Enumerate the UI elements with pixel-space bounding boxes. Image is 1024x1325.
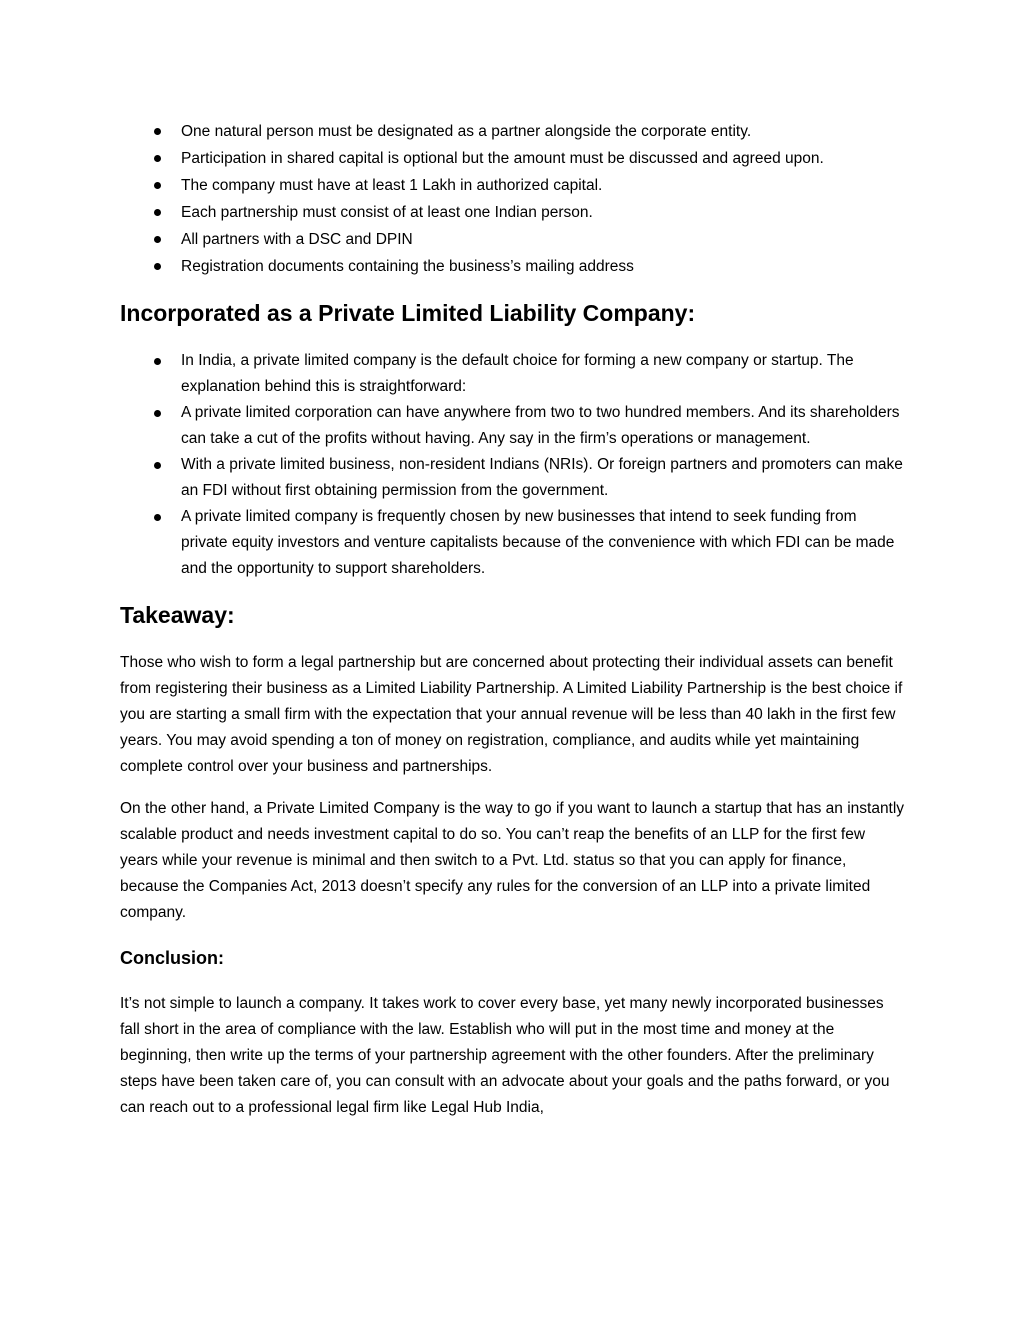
list-item-text: Registration documents containing the business’s mailing address — [181, 258, 634, 275]
section-heading-private-company: Incorporated as a Private Limited Liability Company: — [120, 300, 696, 326]
private-company-bullet-list — [120, 348, 905, 582]
takeaway-paragraph: On the other hand, a Private Limited Company is the way to go if you want to launch a startup that has an instantly scalable product and needs investment capital to do so. You can’t reap the benefits of an LLP for the first few years while your revenue is minimal and then switch to a Pvt. Ltd. status so that you can apply for finance, because the Companies Act, 2013 doesn’t specify any rules for the conversion of an LLP into a private limited company. — [120, 800, 905, 921]
list-item — [120, 172, 905, 199]
bullet-icon — [154, 410, 161, 417]
list-item — [120, 118, 905, 145]
intro-bullet-list — [120, 118, 905, 280]
list-item — [120, 504, 905, 582]
takeaway-paragraph: Those who wish to form a legal partnership but are concerned about protecting their individual assets can benefit from registering their business as a Limited Liability Partnership. A Limited Liability Partnership is the best choice if you are starting a small firm with the expectation that your annual revenue will be less than 40 lakh in the first few years. You may avoid spending a ton of money on registration, compliance, and audits while yet maintaining complete control over your business and partnerships. — [120, 654, 903, 775]
bullet-icon — [154, 263, 161, 270]
bullet-icon — [154, 358, 161, 365]
bullet-icon — [154, 155, 161, 162]
list-item — [120, 226, 905, 253]
list-item-text: The company must have at least 1 Lakh in authorized capital. — [181, 177, 603, 194]
list-item-text: A private limited company is frequently chosen by new businesses that intend to seek funding from private equity investors and venture capitalists because of the convenience with which FDI can be made and the opportunity to support shareholders. — [181, 508, 895, 577]
list-item — [120, 253, 905, 280]
bullet-icon — [154, 128, 161, 135]
list-item-text: Participation in shared capital is optional but the amount must be discussed and agreed upon. — [181, 150, 824, 167]
list-item — [120, 400, 905, 452]
bullet-icon — [154, 182, 161, 189]
bullet-icon — [154, 236, 161, 243]
list-item — [120, 452, 905, 504]
document-page — [120, 118, 905, 1121]
bullet-icon — [154, 462, 161, 469]
bullet-icon — [154, 209, 161, 216]
list-item — [120, 199, 905, 226]
section-heading-takeaway: Takeaway: — [120, 602, 235, 628]
conclusion-paragraph: It’s not simple to launch a company. It takes work to cover every base, yet many newly incorporated businesses fall short in the area of compliance with the law. Establish who will put in the most time and money at the beginning, then write up the terms of your partnership agreement with the other founders. After the preliminary steps have been taken care of, you can consult with an advocate about your goals and the paths forward, or you can reach out to a professional legal firm like Legal Hub India, — [120, 995, 890, 1116]
list-item-text: One natural person must be designated as a partner alongside the corporate entity. — [181, 123, 752, 140]
list-item-text: All partners with a DSC and DPIN — [181, 231, 413, 248]
list-item — [120, 145, 905, 172]
list-item-text: In India, a private limited company is the default choice for forming a new company or startup. The explanation behind this is straightforward: — [181, 352, 854, 395]
list-item-text: A private limited corporation can have anywhere from two to two hundred members. And its shareholders can take a cut of the profits without having. Any say in the firm’s operations or management. — [181, 404, 900, 447]
bullet-icon — [154, 514, 161, 521]
list-item — [120, 348, 905, 400]
list-item-text: Each partnership must consist of at least one Indian person. — [181, 204, 593, 221]
list-item-text: With a private limited business, non-resident Indians (NRIs). Or foreign partners and promoters can make an FDI without first obtaining permission from the government. — [181, 456, 903, 499]
section-heading-conclusion: Conclusion: — [120, 948, 224, 968]
